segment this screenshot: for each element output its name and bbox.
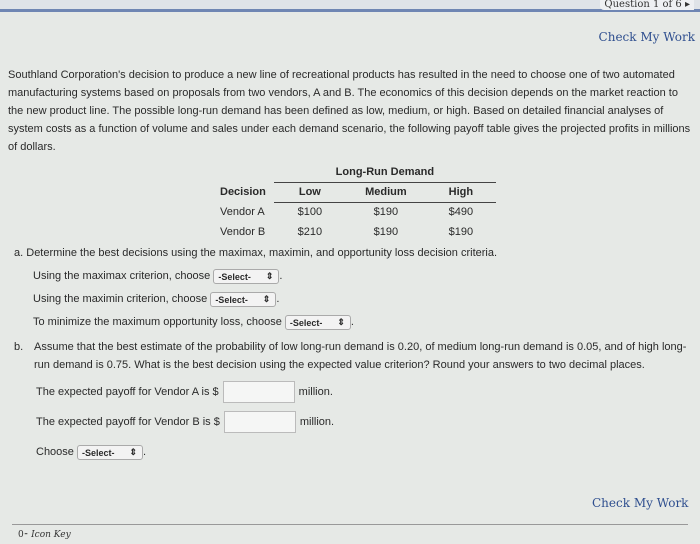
- maximin-select[interactable]: -Select- ⇕: [210, 292, 276, 307]
- col-medium: Medium: [346, 182, 426, 202]
- updown-arrows-icon: ⇕: [337, 316, 345, 327]
- question-content: [8, 30, 696, 464]
- problem-intro: Southland Corporation's decision to produce a new line of recreational products has resulted in the need to choose one of two automated manufacturing systems based on proposals from two vendors, A and B. The economics of this decision depends on the market reaction to the new product line. The possible long-run demand has been defined as low, medium, or high. Based on detailed financial analyses of system costs as a function of volume and sales under each demand scenario, the following payoff table gives the projected profits in millions of dollars.: [8, 69, 691, 153]
- group-header: Long-Run Demand: [274, 162, 496, 182]
- check-my-work-top[interactable]: Check My Work: [598, 30, 695, 44]
- col-low: Low: [274, 182, 346, 202]
- vendor-a-payoff-input[interactable]: [223, 381, 295, 403]
- table-row: Vendor B $210 $190 $190: [220, 226, 474, 238]
- icon-key-link[interactable]: 0⁃ Icon Key: [18, 530, 71, 540]
- updown-arrows-icon: ⇕: [129, 446, 137, 457]
- vendor-b-row: The expected payoff for Vendor B is $ million.: [8, 410, 696, 434]
- payoff-table: [214, 162, 496, 242]
- divider: [12, 524, 688, 525]
- maximin-row: Using the maximin criterion, choose -Select- ⇕ .: [33, 293, 280, 305]
- updown-arrows-icon: ⇕: [265, 270, 274, 281]
- col-decision: Decision: [220, 186, 266, 198]
- vendor-a-row: The expected payoff for Vendor A is $ million.: [8, 380, 696, 404]
- top-bar: [0, 0, 700, 12]
- expected-value-select[interactable]: -Select- ⇕: [77, 445, 143, 460]
- part-b-question: b. Assume that the best estimate of the probability of low long-run demand is 0.20, of medium long-run demand is 0.05, and of high long-run demand is 0.75. What is the best decision using the expected value criterion? Round your answers to two decimal places.: [14, 341, 687, 371]
- key-icon: 0⁃: [18, 530, 29, 540]
- vendor-b-payoff-input[interactable]: [224, 411, 296, 433]
- maximax-row: Using the maximax criterion, choose -Select- ⇕ .: [33, 270, 283, 282]
- updown-arrows-icon: ⇕: [262, 293, 271, 304]
- table-row: Vendor A $100 $190 $490: [220, 206, 474, 219]
- minimax-regret-row: To minimize the maximum opportunity loss, choose -Select- ⇕ .: [33, 316, 354, 328]
- choose-row: Choose -Select- ⇕ .: [36, 446, 147, 458]
- check-my-work-bottom[interactable]: Check My Work: [592, 496, 689, 510]
- question-counter[interactable]: Question 1 of 6 ▸: [600, 0, 694, 10]
- minimax-regret-select[interactable]: -Select- ⇕: [285, 315, 351, 330]
- triangle-right-icon: ▸: [684, 0, 690, 10]
- maximax-select[interactable]: -Select- ⇕: [213, 269, 279, 284]
- part-a-question: a. Determine the best decisions using the maximax, maximin, and opportunity loss decision criteria.: [14, 247, 498, 259]
- col-high: High: [426, 182, 496, 202]
